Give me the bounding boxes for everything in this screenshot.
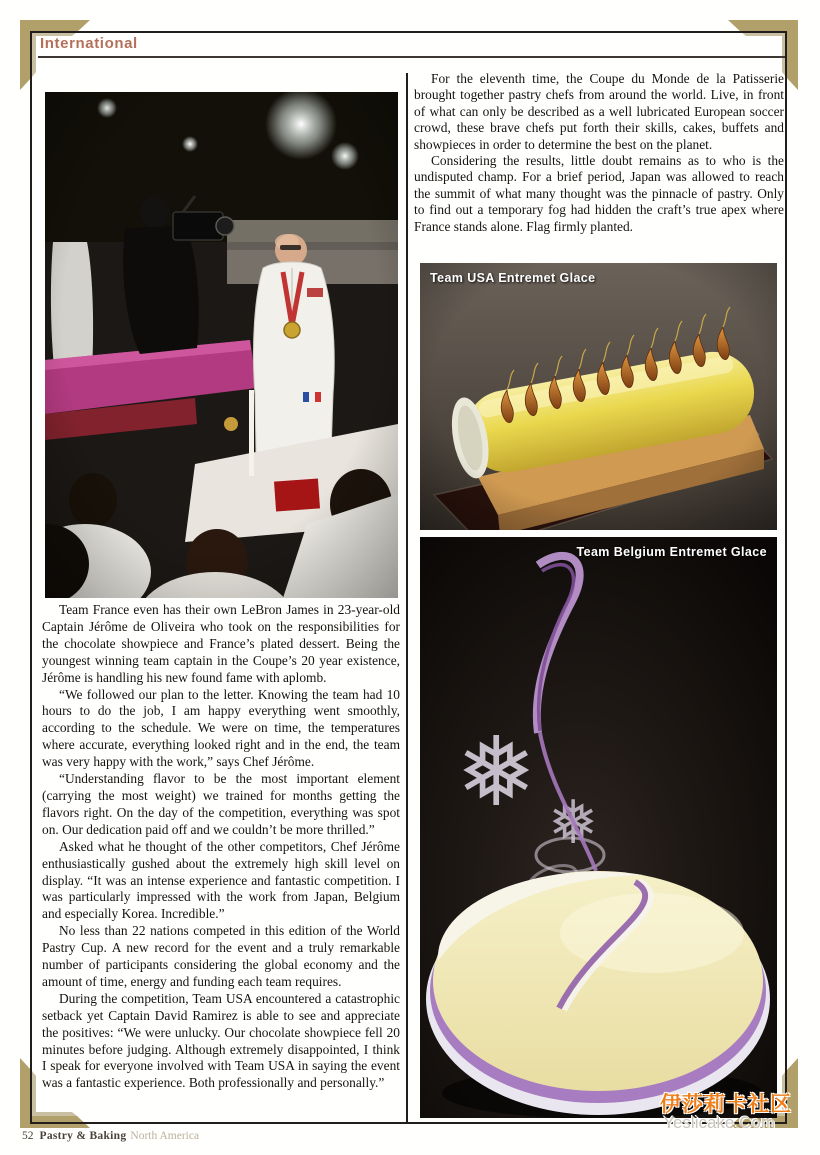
snowflake-icon: ❅ — [456, 719, 537, 826]
section-heading: International — [40, 35, 138, 52]
paragraph: No less than 22 nations competed in this edition of the World Pastry Cup. A new record for the event and a truly remarkable number of participants considering the global economy and the amount of time, energy and funding each team requires. — [42, 923, 400, 989]
snowflake-small-icon: ❅ — [548, 790, 599, 856]
team-usa-entremet-photo — [420, 263, 777, 530]
paragraph: “We followed our plan to the letter. Knowing the team had 10 hours to do the job, I am happy everything went smoothly, according to the schedule. We were on time, the temperatures where accurate, everything looked right and in the end, the team was very happy with the work,” says Chef Jérôme. — [42, 686, 400, 770]
photo-caption-usa: Team USA Entremet Glace — [430, 271, 596, 285]
paragraph: For the eleventh time, the Coupe du Monde de la Patisserie brought together pastry chefs from around the world. Live, in front of what can only be described as a well lubricated European soccer crowd, these brave chefs put forth their skills, cakes, buffets and showpieces in order to determine the best on the planet. — [414, 71, 784, 152]
paragraph: Team France even has their own LeBron James in 23-year-old Captain Jérôme de Oliveira who took on the responsibilities for the chocolate showpiece and France’s plated dessert. Being the youngest winning team captain in the Coupe’s 20 year existence, Jérôme is handling his new found fame with aplomb. — [42, 602, 400, 685]
magazine-title: Pastry & Baking — [39, 1130, 127, 1142]
page-footer — [22, 1130, 199, 1142]
header-rule — [38, 56, 785, 58]
competition-scene-photo — [45, 92, 398, 598]
page-number: 52 — [22, 1130, 34, 1142]
paragraph: Asked what he thought of the other competitors, Chef Jérôme enthusiastically gushed about the extremely high skill level on display. “It was an intense experience and fantastic competition. I was particularly impressed with the work from Japan, Belgium and especially Korea. Incredible.” — [42, 838, 400, 922]
watermark-url: Yeslicake.Com — [663, 1113, 775, 1132]
paragraph: “Understanding flavor to be the most important element (carrying the most weight) we trained for months getting the flavors right. On the day of the competition, everything was spot on. Our dedication paid off and we couldn’t be more thrilled.” — [42, 771, 400, 837]
round-cake — [426, 871, 770, 1118]
column-divider — [406, 73, 408, 1122]
photo-caption-belgium: Team Belgium Entremet Glace — [576, 545, 767, 559]
paragraph: Considering the results, little doubt remains as to who is the undisputed champ. For a brief period, Japan was allowed to reach the summit of what many thought was the pinnacle of pastry. Only to find out a temporary fog had hidden the craft’s true apex where France stands alone. Flag firmly planted. — [414, 153, 784, 234]
watermark-chinese: 伊莎莉卡社区 — [660, 1093, 792, 1116]
team-belgium-entremet-photo — [420, 537, 777, 1118]
paragraph: During the competition, Team USA encountered a catastrophic setback yet Captain David Ramirez is able to see and appreciate the positives: “We were unlucky. Our chocolate showpiece fell 20 minutes before judging. Although extremely disappointed, I think I speak for everyone involved with Team USA in saying the event was a fantastic experience. Both professionally and personally.” — [42, 990, 400, 1091]
article-left-column — [42, 602, 400, 1092]
article-right-column — [414, 71, 784, 235]
magazine-region: North America — [130, 1130, 200, 1142]
